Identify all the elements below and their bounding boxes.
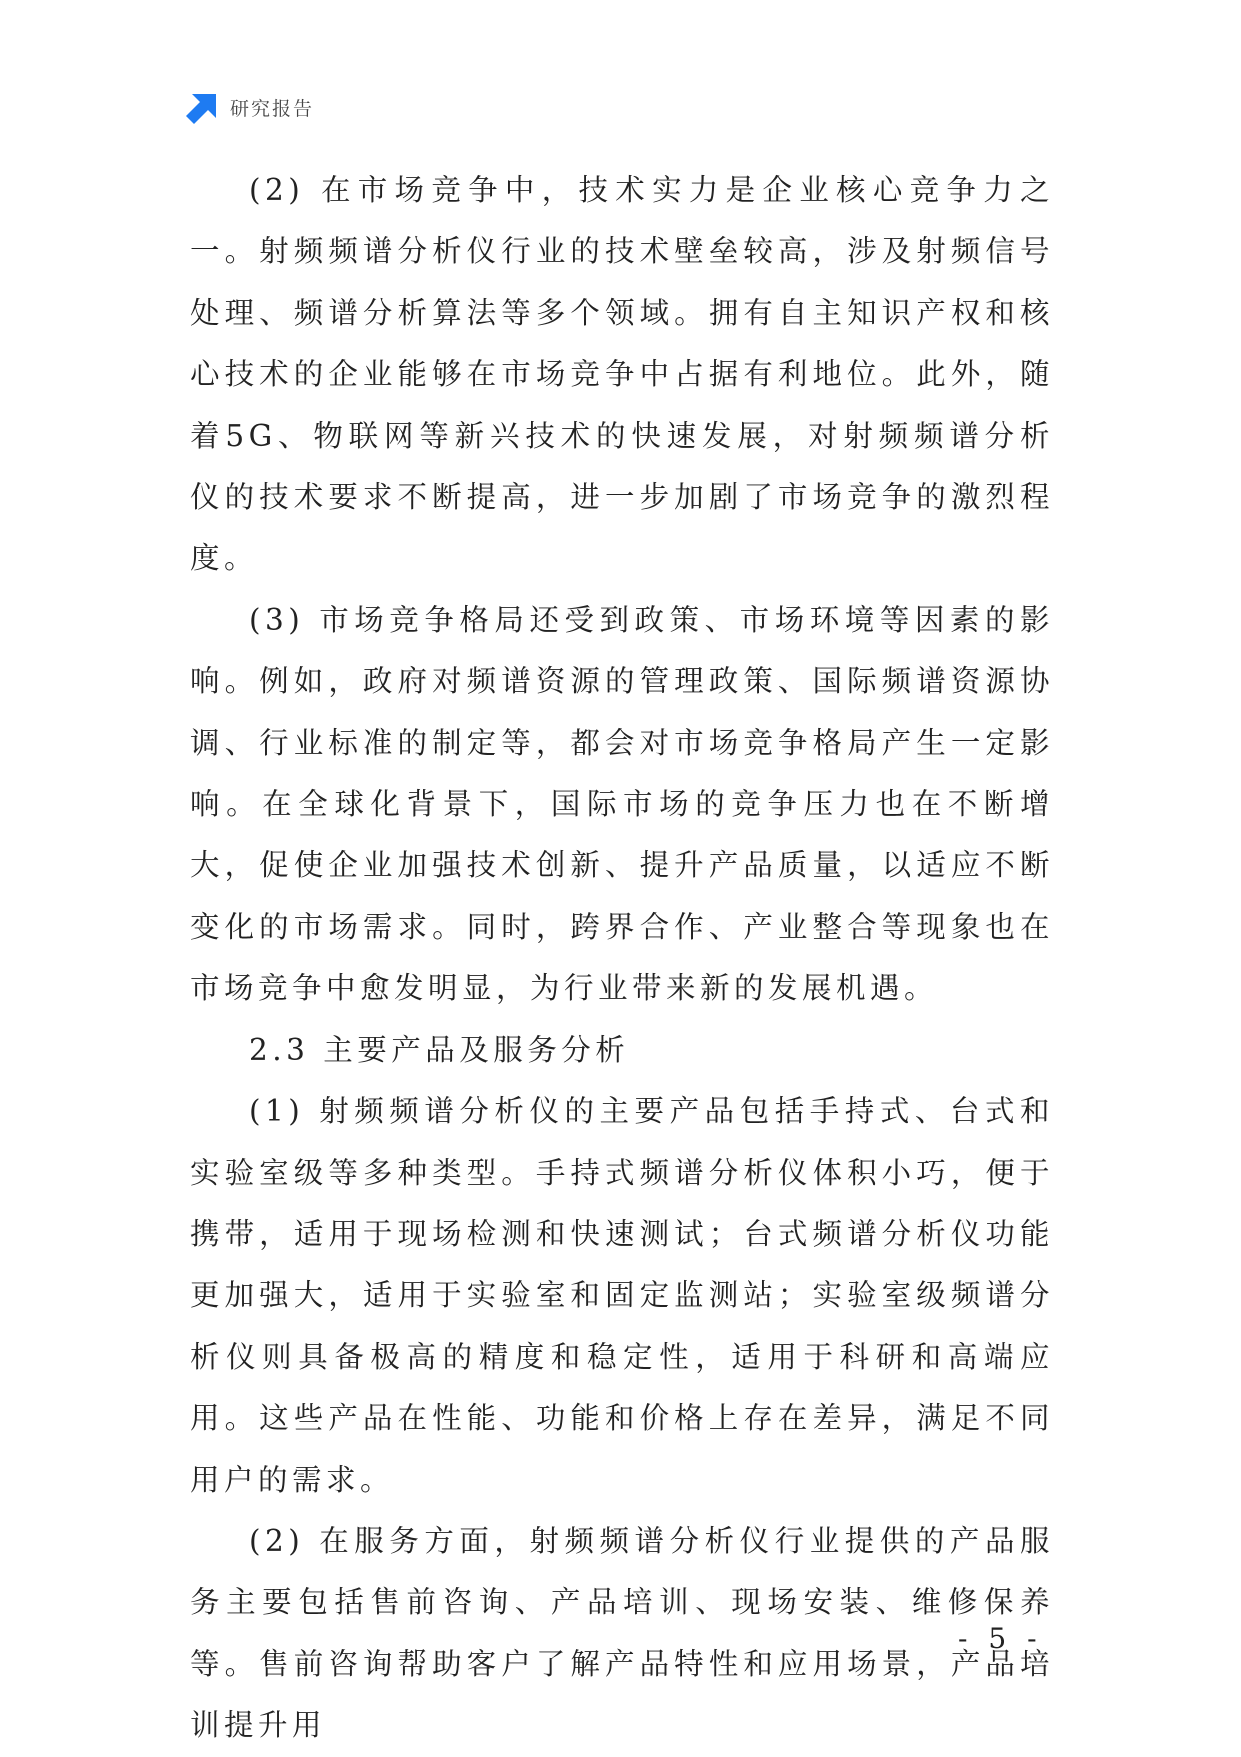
paragraph-competition-tech: (2) 在市场竞争中，技术实力是企业核心竞争力之一。射频频谱分析仪行业的技术壁垒较高，涉及射频信号处理、频谱分析算法等多个领域。拥有自主知识产权和核心技术的企业能够在市场竞争中占据有利地位。此外，随着5G、物联网等新兴技术的快速发展，对射频频谱分析仪的技术要求不断提高，进一步加剧了市场竞争的激烈程度。 <box>190 173 1054 576</box>
paragraph-services: (2) 在服务方面，射频频谱分析仪行业提供的产品服务主要包括售前咨询、产品培训、现场安装、维修保养等。售前咨询帮助客户了解产品特性和应用场景，产品培训提升用 <box>190 1523 1054 1743</box>
arrow-up-right-logo-icon <box>186 90 220 124</box>
header-label: 研究报告 <box>230 97 315 120</box>
paragraph-competition-policy: (3) 市场竞争格局还受到政策、市场环境等因素的影响。例如，政府对频谱资源的管理政策、国际频谱资源协调、行业标准的制定等，都会对市场竞争格局产生一定影响。在全球化背景下，国际市场的竞争压力也在不断增大，促使企业加强技术创新、提升产品质量，以适应不断变化的市场需求。同时，跨界合作、产业整合等现象也在市场竞争中愈发明显，为行业带来新的发展机遇。 <box>190 602 1054 1006</box>
page-number: - 5 - <box>958 1622 1043 1655</box>
report-header <box>186 90 314 124</box>
paragraph-products: (1) 射频频谱分析仪的主要产品包括手持式、台式和实验室级等多种类型。手持式频谱分析仪体积小巧，便于携带，适用于现场检测和快速测试；台式频谱分析仪功能更加强大，适用于实验室和固定监测站；实验室级频谱分析仪则具备极高的精度和稳定性，适用于科研和高端应用。这些产品在性能、功能和价格上存在差异，满足不同用户的需求。 <box>190 1094 1054 1497</box>
section-heading: 2.3 主要产品及服务分析 <box>249 1032 630 1067</box>
page-body <box>190 160 1054 1757</box>
